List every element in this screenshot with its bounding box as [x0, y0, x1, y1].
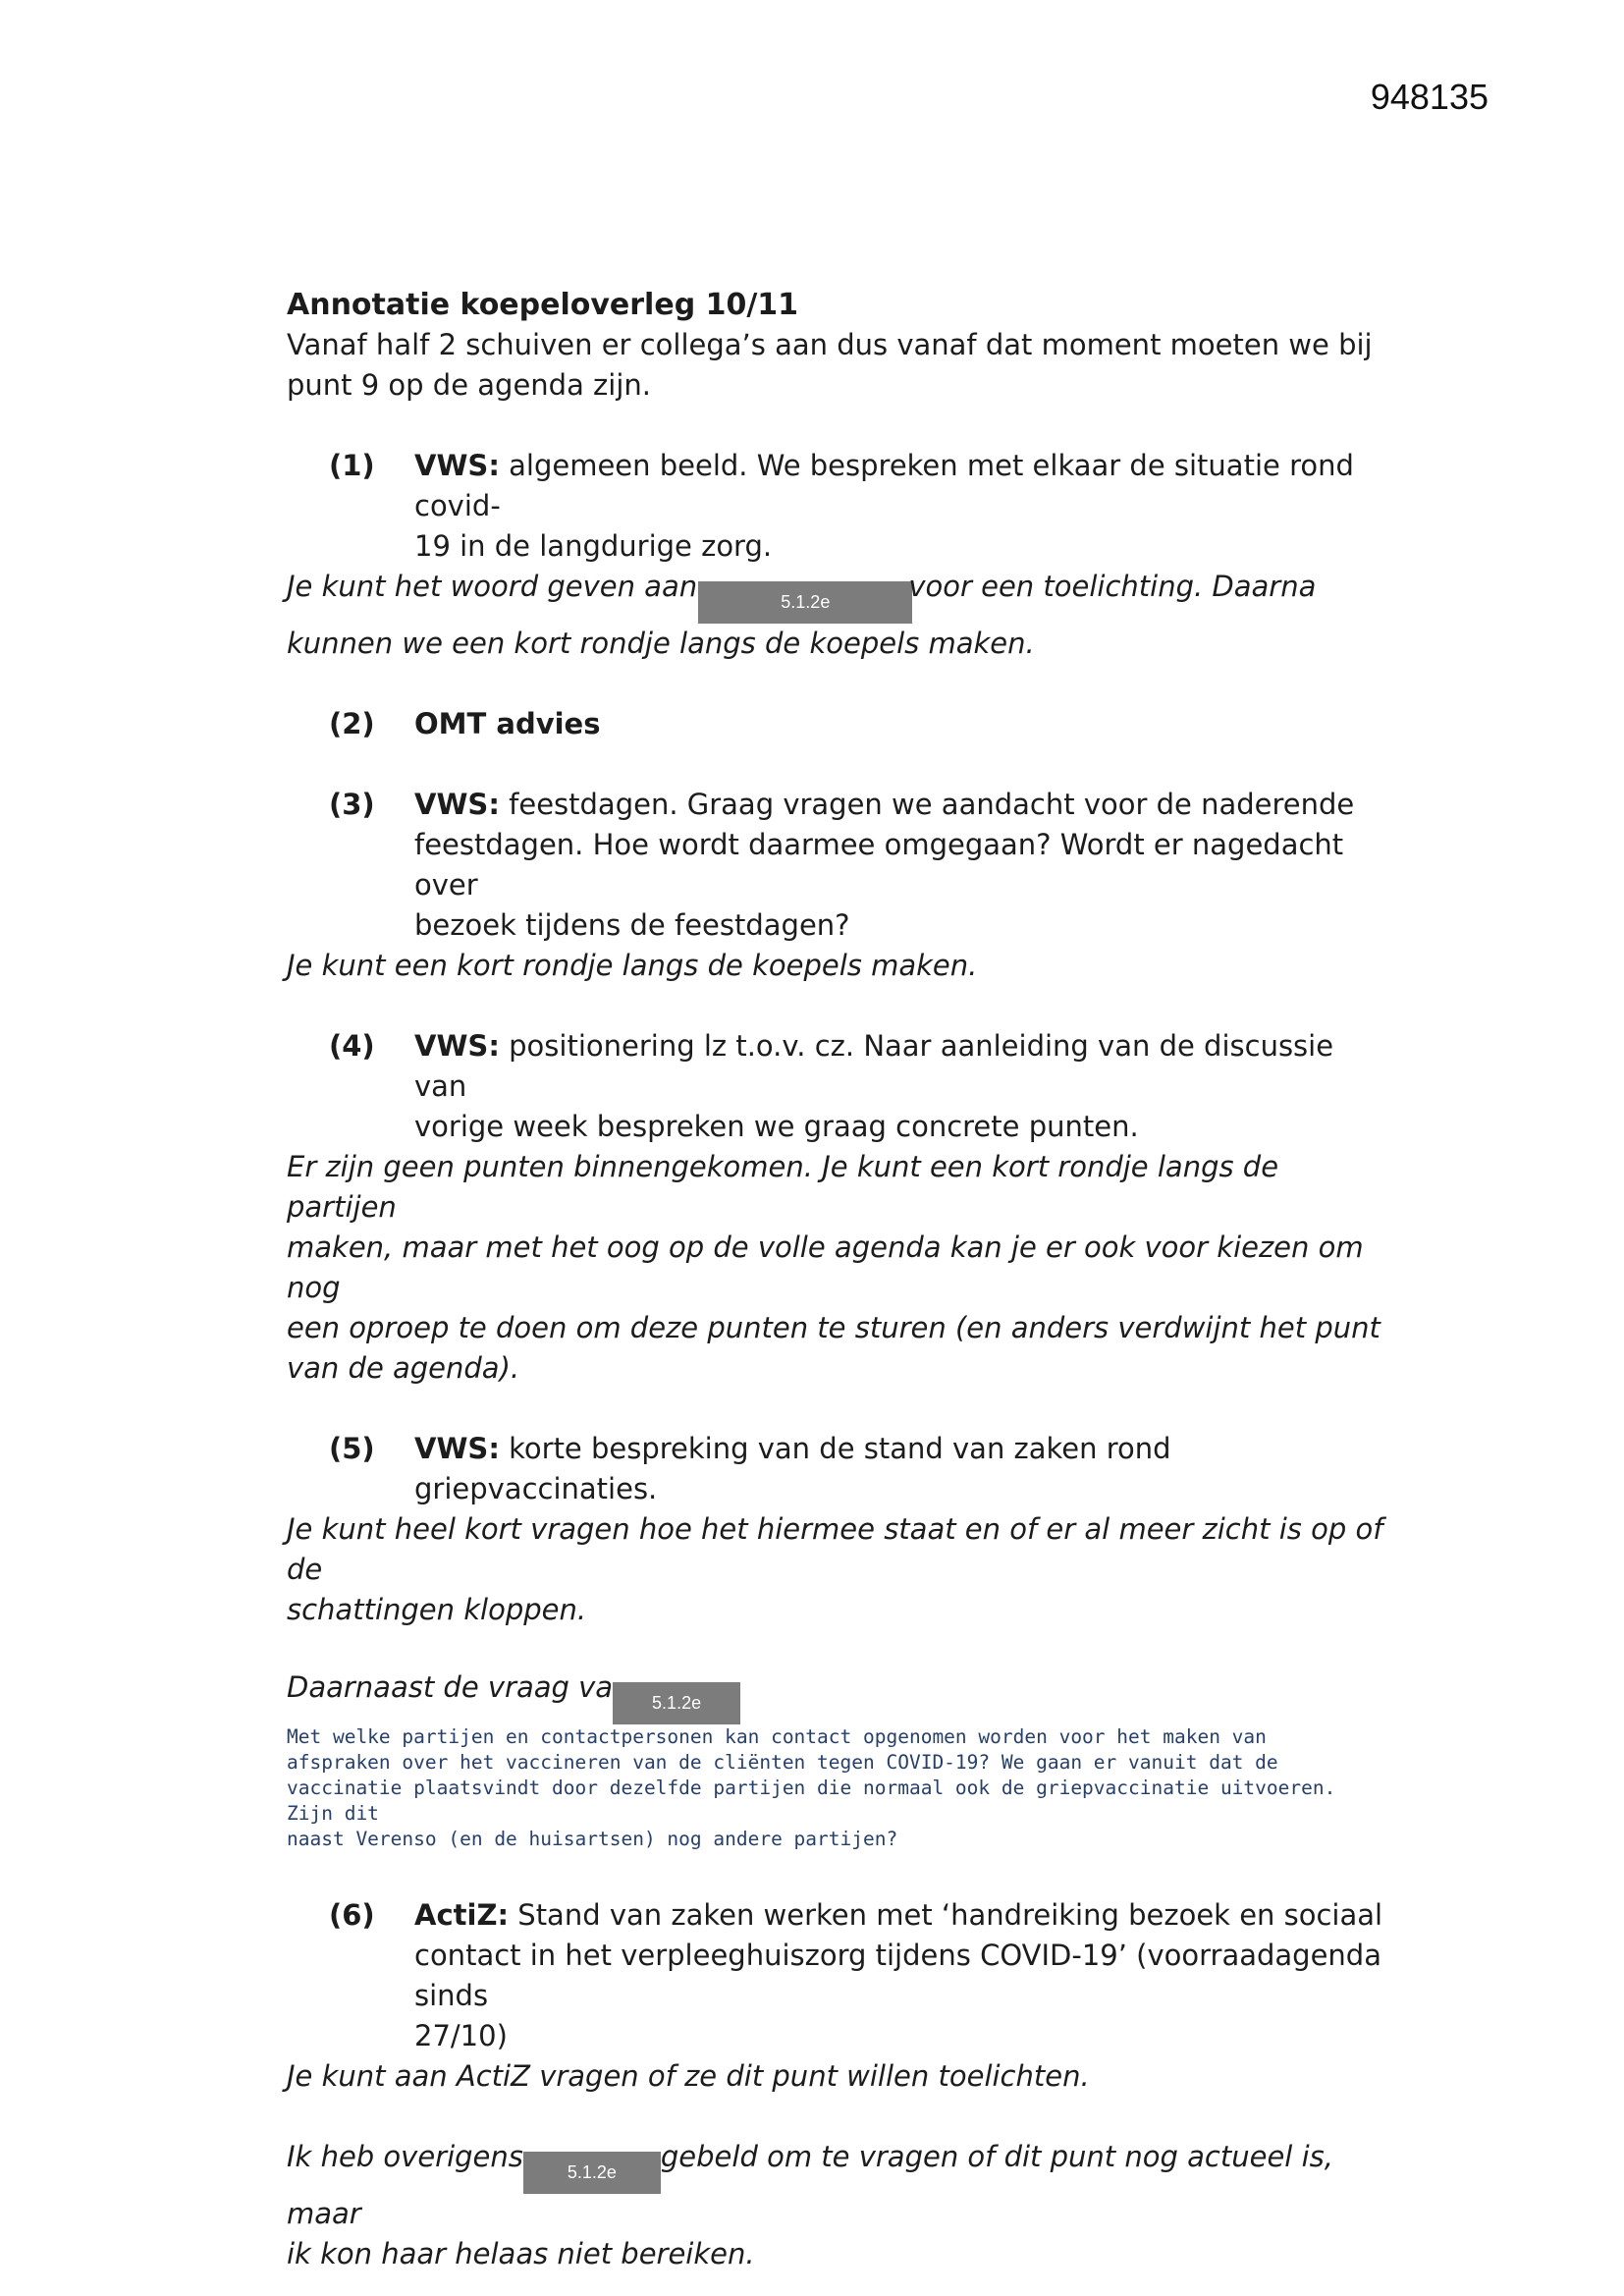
agenda-item-source: VWS:	[414, 1432, 500, 1465]
annotation-note-line: Je kunt een kort rondje langs de koepels maken.	[287, 949, 978, 982]
intro-line-1: Vanaf half 2 schuiven er collega’s aan dus vanaf dat moment moeten we bij	[287, 328, 1373, 361]
annotation-note-line	[287, 1667, 1386, 1724]
redaction-box: 5.1.2e	[613, 1682, 740, 1724]
agenda-item-text: 19 in de langdurige zorg.	[414, 529, 773, 563]
annotation-text: Ik heb overigens	[287, 2140, 523, 2173]
agenda-item-number: (3)	[329, 788, 375, 821]
agenda-item-6	[329, 1895, 1386, 2056]
agenda-item-number: (5)	[329, 1432, 375, 1465]
agenda-item-source: VWS:	[414, 788, 500, 821]
agenda-item-text: positionering lz t.o.v. cz. Naar aanleiding van de discussie van	[414, 1029, 1334, 1103]
agenda-item-source: VWS:	[414, 1029, 500, 1063]
redaction-box: 5.1.2e	[698, 581, 912, 624]
annotation-note-line: schattingen kloppen.	[287, 1593, 587, 1626]
agenda-item-number: (4)	[329, 1029, 375, 1063]
quoted-email-question	[287, 1724, 1367, 1852]
annotation-note-line	[287, 567, 1386, 624]
quoted-email-line: naast Verenso (en de huisartsen) nog andere partijen?	[287, 1828, 898, 1850]
agenda-item-3	[329, 785, 1386, 946]
annotation-note-line: Er zijn geen punten binnengekomen. Je kunt een kort rondje langs de partijen	[287, 1150, 1279, 1224]
redaction-box: 5.1.2e	[523, 2152, 661, 2194]
agenda-item-number: (6)	[329, 1898, 375, 1932]
agenda-item-1	[329, 446, 1386, 567]
annotation-text: gebeld om te vragen of dit punt nog actueel is, maar	[287, 2140, 1333, 2230]
intro-line-2: punt 9 op de agenda zijn.	[287, 368, 651, 402]
agenda-item-source: ActiZ:	[414, 1898, 510, 1932]
annotation-note-line: Je kunt heel kort vragen hoe het hiermee staat en of er al meer zicht is op of de	[287, 1512, 1383, 1586]
agenda-item-4	[329, 1026, 1386, 1147]
annotation-text: Daarnaast de vraag va	[287, 1670, 614, 1704]
agenda-item-text: bezoek tijdens de feestdagen?	[414, 908, 850, 942]
agenda-item-text: algemeen beeld. We bespreken met elkaar de situatie rond covid-	[414, 449, 1354, 522]
agenda-item-text: feestdagen. Graag vragen we aandacht voor de naderende	[499, 788, 1355, 821]
annotation-note-line: kunnen we een kort rondje langs de koepels maken.	[287, 627, 1035, 660]
agenda-item-text: vorige week bespreken we graag concrete punten.	[414, 1110, 1139, 1143]
agenda-item-number: (1)	[329, 449, 375, 482]
annotation-note-line	[287, 2137, 1386, 2234]
agenda-item-number: (2)	[329, 707, 375, 740]
annotation-note-line: een oproep te doen om deze punten te sturen (en anders verdwijnt het punt	[287, 1311, 1380, 1344]
agenda-item-source: OMT advies	[414, 707, 601, 740]
document-title: Annotatie koepeloverleg 10/11	[287, 288, 799, 322]
document-body	[287, 285, 1386, 2274]
annotation-note-line: maken, maar met het oog op de volle agenda kan je er ook voor kiezen om nog	[287, 1230, 1364, 1304]
annotation-note-line: Je kunt aan ActiZ vragen of ze dit punt willen toelichten.	[287, 2059, 1090, 2093]
agenda-item-text: 27/10)	[414, 2019, 508, 2052]
annotation-text: voor een toelichting. Daarna	[908, 570, 1317, 603]
annotation-note-line: ik kon haar helaas niet bereiken.	[287, 2237, 755, 2270]
quoted-email-line: vaccinatie plaatsvindt door dezelfde partijen die normaal ook de griepvaccinatie uitvoeren. Zijn dit	[287, 1777, 1336, 1825]
agenda-item-source: VWS:	[414, 449, 500, 482]
agenda-item-text: korte bespreking van de stand van zaken rond griepvaccinaties.	[414, 1432, 1171, 1505]
agenda-item-text: contact in het verpleeghuiszorg tijdens COVID-19’ (voorraadagenda sinds	[414, 1939, 1381, 2012]
agenda-item-text: Stand van zaken werken met ‘handreiking bezoek en sociaal	[509, 1898, 1383, 1932]
agenda-item-5	[329, 1429, 1386, 1509]
agenda-item-2	[329, 704, 1386, 744]
annotation-text: Je kunt het woord geven aan	[287, 570, 698, 603]
agenda-item-text: feestdagen. Hoe wordt daarmee omgegaan? Wordt er nagedacht over	[414, 828, 1344, 902]
quoted-email-line: afspraken over het vaccineren van de cliënten tegen COVID-19? We gaan er vanuit dat de	[287, 1751, 1278, 1774]
document-id: 948135	[1370, 77, 1489, 117]
annotation-note-line: van de agenda).	[287, 1351, 520, 1385]
quoted-email-line: Met welke partijen en contactpersonen kan contact opgenomen worden voor het maken van	[287, 1725, 1267, 1748]
